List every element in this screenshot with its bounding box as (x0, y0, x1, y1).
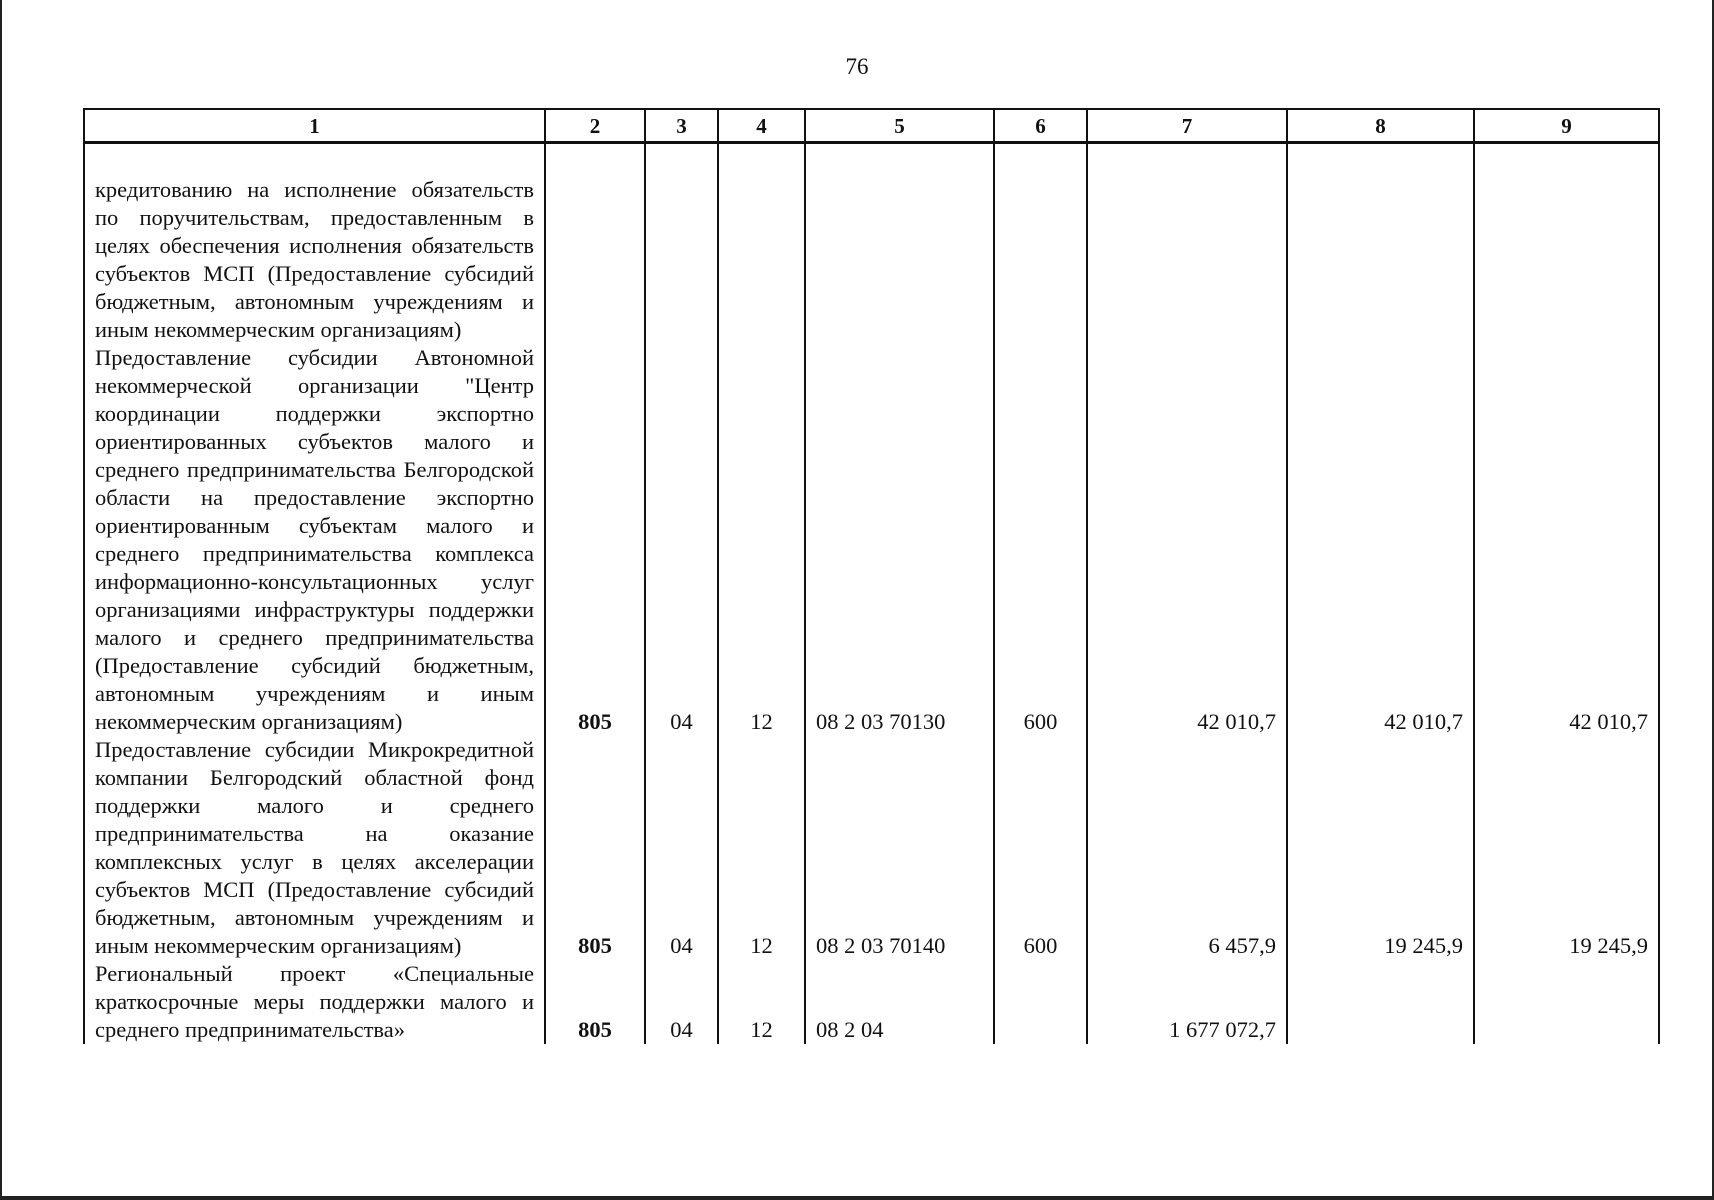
budget-table (83, 108, 1660, 1044)
page-border-left (0, 0, 2, 1200)
row-sum-9: 42 010,7 (1474, 344, 1659, 736)
table-row (84, 960, 1659, 1044)
row-type: 600 (994, 344, 1087, 736)
row-type (994, 143, 1087, 344)
column-header: 2 (545, 109, 645, 143)
row-sum-8: 19 245,9 (1287, 736, 1474, 960)
row-type (994, 960, 1087, 1044)
row-subsection: 12 (718, 960, 805, 1044)
row-sum-9: 19 245,9 (1474, 736, 1659, 960)
row-sum-7: 42 010,7 (1087, 344, 1287, 736)
header-row (84, 109, 1659, 143)
row-description: Предоставление субсидии Автономной некоммерческой организации "Центр координации поддержки экспортно ориентированных субъектов малого и среднего предпринимательства Белгородской области на предоставление экспортно ориентированным субъектам малого и среднего предпринимательства комплекса информационно-консультационных услуг организациями инфраструктуры поддержки малого и среднего предпринимательства (Предоставление субсидий бюджетным, автономным учреждениям и иным некоммерческим организациям) (84, 344, 545, 736)
row-sum-9 (1474, 143, 1659, 344)
column-header: 8 (1287, 109, 1474, 143)
table-row (84, 143, 1659, 344)
row-sum-7: 1 677 072,7 (1087, 960, 1287, 1044)
table-row (84, 736, 1659, 960)
column-header: 6 (994, 109, 1087, 143)
row-target: 08 2 03 70140 (805, 736, 994, 960)
column-header: 1 (84, 109, 545, 143)
row-section (645, 143, 718, 344)
row-sum-7 (1087, 143, 1287, 344)
row-code: 805 (545, 344, 645, 736)
row-sum-8: 42 010,7 (1287, 344, 1474, 736)
row-description: кредитованию на исполнение обязательств по поручительствам, предоставленным в целях обеспечения исполнения обязательств субъектов МСП (Предоставление субсидий бюджетным, автономным учреждениям и иным некоммерческим организациям) (84, 143, 545, 344)
row-type: 600 (994, 736, 1087, 960)
column-header: 7 (1087, 109, 1287, 143)
column-header: 3 (645, 109, 718, 143)
row-code (545, 143, 645, 344)
row-sum-8 (1287, 143, 1474, 344)
row-sum-9 (1474, 960, 1659, 1044)
row-target (805, 143, 994, 344)
row-description: Предоставление субсидии Микрокредитной компании Белгородский областной фонд поддержки малого и среднего предпринимательства на оказание комплексных услуг в целях акселерации субъектов МСП (Предоставление субсидий бюджетным, автономным учреждениям и иным некоммерческим организациям) (84, 736, 545, 960)
row-section: 04 (645, 344, 718, 736)
row-sum-8 (1287, 960, 1474, 1044)
column-header: 9 (1474, 109, 1659, 143)
column-header: 4 (718, 109, 805, 143)
row-section: 04 (645, 736, 718, 960)
column-header: 5 (805, 109, 994, 143)
page-border-bottom (0, 1196, 1714, 1200)
row-description: Региональный проект «Специальные краткосрочные меры поддержки малого и среднего предпринимательства» (84, 960, 545, 1044)
row-code: 805 (545, 736, 645, 960)
row-code: 805 (545, 960, 645, 1044)
row-subsection: 12 (718, 344, 805, 736)
row-target: 08 2 03 70130 (805, 344, 994, 736)
row-sum-7: 6 457,9 (1087, 736, 1287, 960)
row-subsection: 12 (718, 736, 805, 960)
row-section: 04 (645, 960, 718, 1044)
table-row (84, 344, 1659, 736)
row-target: 08 2 04 (805, 960, 994, 1044)
page-number: 76 (845, 54, 869, 79)
row-subsection (718, 143, 805, 344)
